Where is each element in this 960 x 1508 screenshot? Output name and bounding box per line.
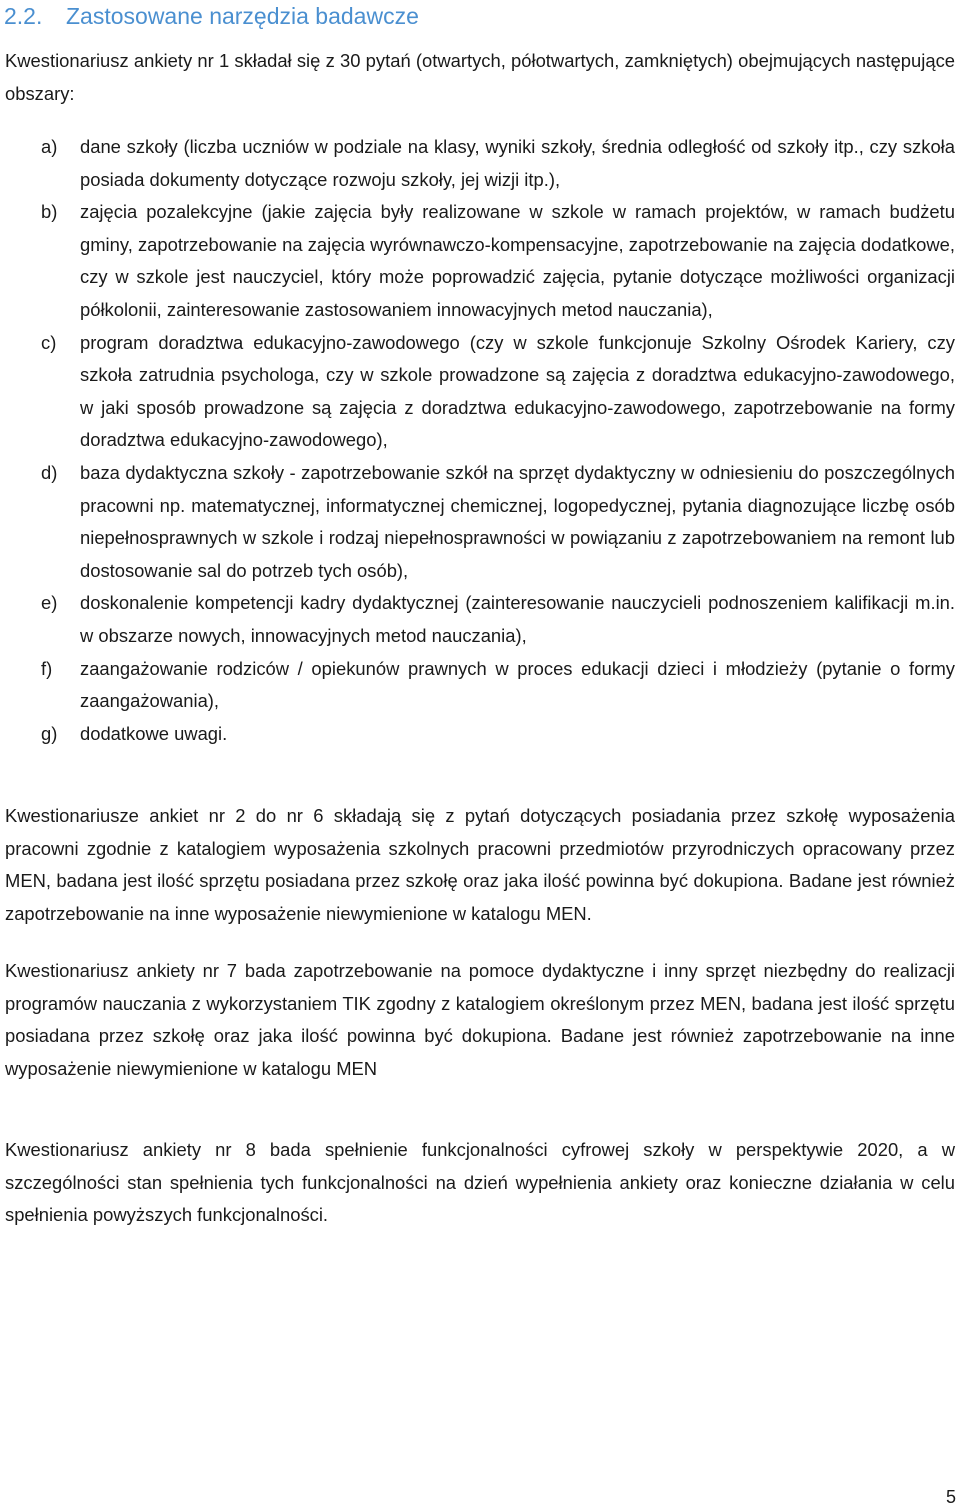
list-item (5, 718, 955, 751)
list-item (5, 653, 955, 718)
questionnaire-2-6-paragraph: Kwestionariusze ankiet nr 2 do nr 6 składają się z pytań dotyczących posiadania przez szkołę wyposażenia pracowni zgodnie z katalogiem wyposażenia szkolnych pracowni przedmiotów przyrodniczych opracowany przez MEN, badana jest ilość sprzętu posiadana przez szkołę oraz jaka ilość powinna być dokupiona. Badane jest również zapotrzebowanie na inne wyposażenie niewymienione w katalogu MEN. (5, 805, 955, 924)
list-item-text: program doradztwa edukacyjno-zawodowego (czy w szkole funkcjonuje Szkolny Ośrodek Kariery, czy szkoła zatrudnia psychologa, czy w szkole prowadzone są zajęcia z doradztwa edukacyjno-zawodowego, w jaki sposób prowadzone są zajęcia z doradztwa edukacyjno-zawodowego, zapotrzebowanie na formy doradztwa edukacyjno-zawodowego), (80, 331, 955, 451)
list-item (5, 587, 955, 652)
list-marker: f) (41, 657, 53, 679)
section-heading (4, 2, 419, 30)
list-item-text: zajęcia pozalekcyjne (jakie zajęcia były realizowane w szkole w ramach projektów, w ramach budżetu gminy, zapotrzebowanie na zajęcia wyrównawczo-kompensacyjne, zapotrzebowanie na zajęcia dodatkowe, czy w szkole jest nauczyciel, który może poprowadzić zajęcia, pytanie dotyczące możliwości organizacji półkolonii, zainteresowanie zastosowaniem innowacyjnych metod nauczania), (80, 201, 955, 320)
list-marker: a) (41, 136, 58, 157)
intro-paragraph: Kwestionariusz ankiety nr 1 składał się z 30 pytań (otwartych, półotwartych, zamkniętych) obejmujących następujące obszary: (5, 50, 955, 104)
list-marker: c) (41, 331, 57, 353)
section-number: 2.2. (4, 3, 43, 29)
list-item-text: zaangażowanie rodziców / opiekunów prawnych w proces edukacji dzieci i młodzieży (pytanie o formy zaangażowania), (80, 657, 955, 712)
list-item-text: dodatkowe uwagi. (80, 722, 228, 744)
list-item (5, 196, 955, 326)
list-item-text: dane szkoły (liczba uczniów w podziale na klasy, wyniki szkoły, średnia odległość od szkoły itp., czy szkoła posiada dokumenty dotyczące rozwoju szkoły, jej wizji itp.), (80, 136, 955, 190)
list-marker: d) (41, 461, 58, 483)
list-item (5, 131, 955, 196)
list-marker: g) (41, 722, 58, 744)
list-item-text: doskonalenie kompetencji kadry dydaktycznej (zainteresowanie nauczycieli podnoszeniem kalifikacji m.in. w obszarze nowych, innowacyjnych metod nauczania), (80, 592, 955, 646)
questionnaire-7-paragraph: Kwestionariusz ankiety nr 7 bada zapotrzebowanie na pomoce dydaktyczne i inny sprzęt niezbędny do realizacji programów nauczania z wykorzystaniem TIK zgodny z katalogiem określonym przez MEN, badana jest ilość sprzętu posiadana przez szkołę oraz jaka ilość powinna być dokupiona. Badane jest również zapotrzebowanie na inne wyposażenie niewymienione w katalogu MEN (5, 960, 955, 1079)
list-marker: e) (41, 592, 58, 614)
areas-list (5, 131, 955, 750)
list-marker: b) (41, 201, 58, 223)
questionnaire-8-paragraph: Kwestionariusz ankiety nr 8 bada spełnienie funkcjonalności cyfrowej szkoły w perspektywie 2020, a w szczególności stan spełnienia tych funkcjonalności na dzień wypełnienia ankiety oraz konieczne działania w celu spełnienia powyższych funkcjonalności. (5, 1139, 955, 1226)
page-number: 5 (945, 1487, 956, 1507)
list-item-text: baza dydaktyczna szkoły - zapotrzebowanie szkół na sprzęt dydaktyczny w odniesieniu do poszczególnych pracowni np. matematycznej, informatycznej chemicznej, logopedycznej, pytania diagnozujące liczbę osób niepełnosprawnych w szkole i rodzaj niepełnosprawności w powiązaniu z zapotrzebowaniem na remont lub dostosowanie sal do potrzeb tych osób), (80, 461, 955, 581)
section-title: Zastosowane narzędzia badawcze (66, 3, 419, 29)
list-item (5, 457, 955, 587)
list-item (5, 327, 955, 457)
